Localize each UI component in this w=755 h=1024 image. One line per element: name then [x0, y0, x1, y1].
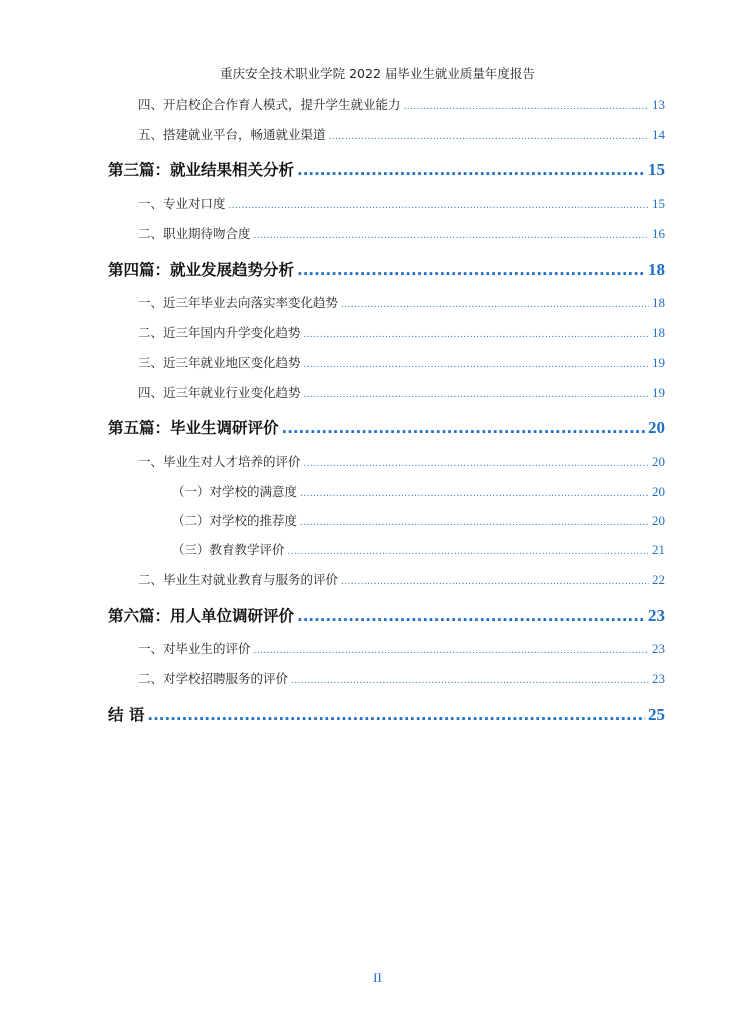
toc-entry[interactable]: [138, 323, 665, 343]
toc-entry-title: （一）对学校的满意度: [172, 484, 298, 499]
toc-page-number: 16: [652, 226, 665, 241]
toc-entry[interactable]: [138, 224, 665, 244]
toc-page-number: 19: [652, 385, 665, 400]
toc-entry-title: 结 语: [108, 706, 145, 724]
dot-leader: [304, 390, 649, 400]
toc-entry[interactable]: [138, 452, 665, 472]
page-number: II: [373, 970, 382, 985]
toc-page-number: 23: [652, 641, 665, 656]
toc-page-number: 20: [652, 484, 665, 499]
toc-section-entry[interactable]: [108, 158, 665, 182]
toc-entry-title: 四、近三年就业行业变化趋势: [138, 385, 301, 400]
toc-page-number: 23: [652, 671, 665, 686]
toc-page-number: 19: [652, 355, 665, 370]
dot-leader: [304, 330, 649, 340]
toc-page-number: 20: [652, 454, 665, 469]
toc-entry-title: 一、专业对口度: [138, 196, 226, 211]
dot-leader: [147, 706, 645, 724]
toc-page-number: 15: [648, 160, 665, 179]
toc-section-entry[interactable]: [108, 258, 665, 282]
toc-page-number: 18: [652, 325, 665, 340]
toc-entry-title: 第六篇：用人单位调研评价: [108, 607, 295, 625]
toc-entry[interactable]: [172, 511, 665, 531]
dot-leader: [304, 360, 649, 370]
toc-page-number: 21: [652, 542, 665, 557]
dot-leader: [304, 459, 649, 469]
toc-entry-title: 三、近三年就业地区变化趋势: [138, 355, 301, 370]
toc-entry-title: 一、毕业生对人才培养的评价: [138, 454, 301, 469]
toc-entry-title: 一、对毕业生的评价: [138, 641, 251, 656]
toc-entry-title: 二、近三年国内升学变化趋势: [138, 325, 301, 340]
toc-entry[interactable]: [172, 540, 665, 560]
toc-entry[interactable]: [138, 383, 665, 403]
dot-leader: [254, 646, 649, 656]
toc-page-number: 13: [652, 97, 665, 112]
toc-entry-title: （二）对学校的推荐度: [172, 513, 298, 528]
toc-entry-title: 二、职业期待吻合度: [138, 226, 251, 241]
dot-leader: [297, 261, 645, 279]
dot-leader: [404, 102, 649, 112]
toc-entry[interactable]: [138, 353, 665, 373]
toc-entry[interactable]: [138, 669, 665, 689]
toc-entry-title: 二、毕业生对就业教育与服务的评价: [138, 572, 339, 587]
toc-entry-title: 五、搭建就业平台，畅通就业渠道: [138, 127, 326, 142]
toc-page-number: 14: [652, 127, 665, 142]
toc-entry[interactable]: [138, 639, 665, 659]
toc-entry[interactable]: [138, 95, 665, 115]
toc-entry-title: （三）教育教学评价: [172, 542, 285, 557]
dot-leader: [229, 201, 649, 211]
dot-leader: [300, 489, 649, 499]
toc-section-entry[interactable]: [108, 416, 665, 440]
toc-section-entry[interactable]: [108, 703, 665, 727]
toc-entry-title: 四、开启校企合作育人模式，提升学生就业能力: [138, 97, 401, 112]
dot-leader: [329, 132, 649, 142]
toc-section-entry[interactable]: [108, 604, 665, 628]
toc-page-number: 15: [652, 196, 665, 211]
toc-entry[interactable]: [138, 293, 665, 313]
dot-leader: [297, 161, 645, 179]
toc-page-number: 20: [652, 513, 665, 528]
toc-page-number: 18: [652, 295, 665, 310]
toc-entry-title: 一、近三年毕业去向落实率变化趋势: [138, 295, 339, 310]
toc-entry-title: 第四篇：就业发展趋势分析: [108, 261, 295, 279]
dot-leader: [341, 577, 649, 587]
toc-page-number: 18: [648, 260, 665, 279]
toc-entry-title: 第三篇：就业结果相关分析: [108, 161, 295, 179]
toc-page-number: 20: [648, 418, 665, 437]
toc-page-number: 22: [652, 572, 665, 587]
running-header: 重庆安全技术职业学院 2022 届毕业生就业质量年度报告: [220, 66, 535, 81]
dot-leader: [300, 518, 649, 528]
toc-entry-title: 第五篇：毕业生调研评价: [108, 419, 279, 437]
toc-entry[interactable]: [172, 482, 665, 502]
toc-page-number: 25: [648, 705, 665, 724]
toc-entry[interactable]: [138, 194, 665, 214]
dot-leader: [282, 419, 645, 437]
dot-leader: [341, 300, 649, 310]
dot-leader: [297, 607, 645, 625]
toc-page-number: 23: [648, 606, 665, 625]
dot-leader: [254, 231, 649, 241]
toc-entry[interactable]: [138, 125, 665, 145]
toc-entry[interactable]: [138, 570, 665, 590]
dot-leader: [288, 547, 649, 557]
dot-leader: [291, 676, 649, 686]
toc-entry-title: 二、对学校招聘服务的评价: [138, 671, 289, 686]
